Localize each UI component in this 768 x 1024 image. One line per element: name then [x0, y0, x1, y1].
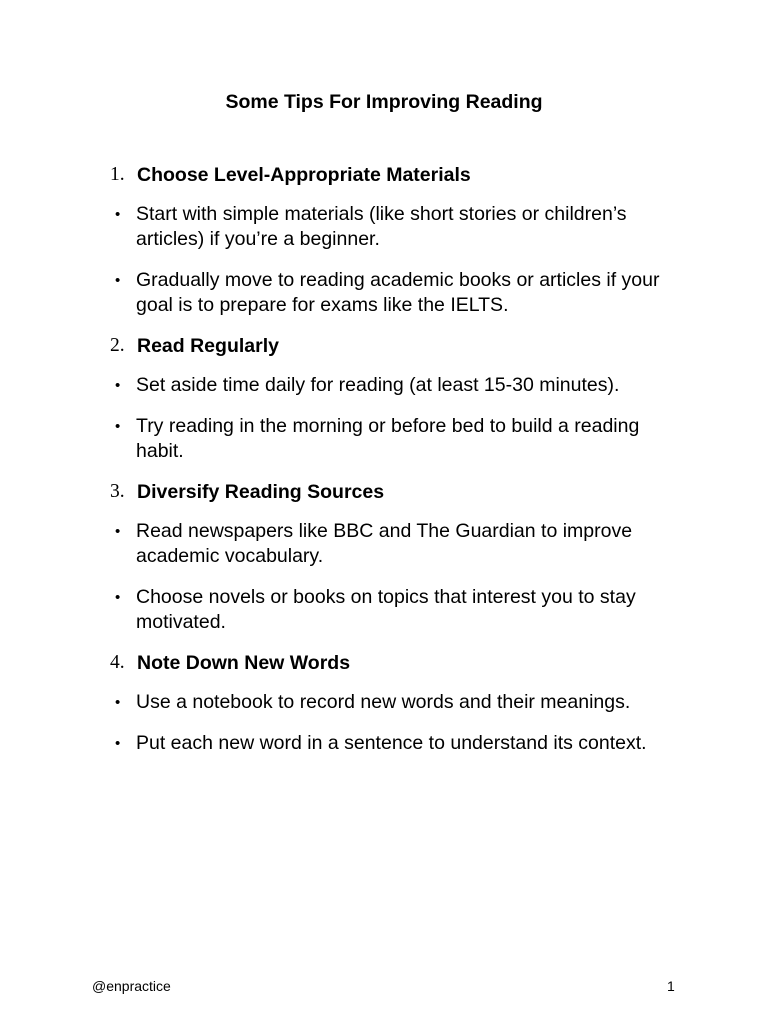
bullet-text: Gradually move to reading academic books or articles if your goal is to prepare for exams like the IELTS.: [136, 269, 660, 316]
tip-heading-3: [0, 479, 768, 505]
tip-heading-2: [0, 333, 768, 359]
page-number: 1: [667, 978, 675, 994]
bullet-text: Read newspapers like BBC and The Guardian to improve academic vocabulary.: [136, 520, 633, 567]
bullet-icon: •: [115, 523, 121, 540]
footer-handle: @enpractice: [92, 978, 171, 994]
list-item: [0, 414, 676, 464]
tip-section-3: [0, 479, 768, 635]
bullet-icon: •: [115, 206, 121, 223]
tip-section-2: [0, 333, 768, 464]
bullet-icon: •: [115, 418, 121, 435]
tip-bullets: [0, 519, 768, 635]
tip-heading-text: Note Down New Words: [137, 652, 351, 674]
tip-section-1: [0, 162, 768, 318]
list-item: [0, 268, 676, 318]
bullet-icon: •: [115, 694, 121, 711]
bullet-text: Use a notebook to record new words and their meanings.: [136, 691, 631, 713]
tip-heading-text: Read Regularly: [137, 335, 279, 357]
tip-heading-text: Choose Level-Appropriate Materials: [137, 164, 471, 186]
tip-number: 2.: [110, 335, 125, 356]
tip-bullets: [0, 690, 768, 756]
tip-number: 4.: [110, 652, 125, 673]
list-item: [0, 373, 676, 398]
list-item: [0, 731, 676, 756]
tip-bullets: [0, 373, 768, 464]
bullet-text: Set aside time daily for reading (at least 15-30 minutes).: [136, 374, 620, 396]
bullet-icon: •: [115, 589, 121, 606]
page-title: Some Tips For Improving Reading: [225, 91, 543, 113]
tip-heading-text: Diversify Reading Sources: [137, 481, 385, 503]
bullet-icon: •: [115, 272, 121, 289]
tip-section-4: [0, 650, 768, 756]
bullet-text: Try reading in the morning or before bed to build a reading habit.: [136, 415, 640, 462]
bullet-text: Choose novels or books on topics that interest you to stay motivated.: [136, 586, 636, 633]
list-item: [0, 690, 676, 715]
tip-number: 3.: [110, 481, 125, 502]
list-item: [0, 202, 676, 252]
tip-number: 1.: [110, 164, 125, 185]
bullet-icon: •: [115, 377, 121, 394]
list-item: [0, 585, 676, 635]
tip-heading-4: [0, 650, 768, 676]
bullet-text: Put each new word in a sentence to understand its context.: [136, 732, 647, 754]
tips-list: [0, 162, 768, 772]
tip-heading-1: [0, 162, 768, 188]
tip-bullets: [0, 202, 768, 318]
bullet-text: Start with simple materials (like short stories or children’s articles) if you’re a beginner.: [136, 203, 627, 250]
bullet-icon: •: [115, 735, 121, 752]
list-item: [0, 519, 676, 569]
